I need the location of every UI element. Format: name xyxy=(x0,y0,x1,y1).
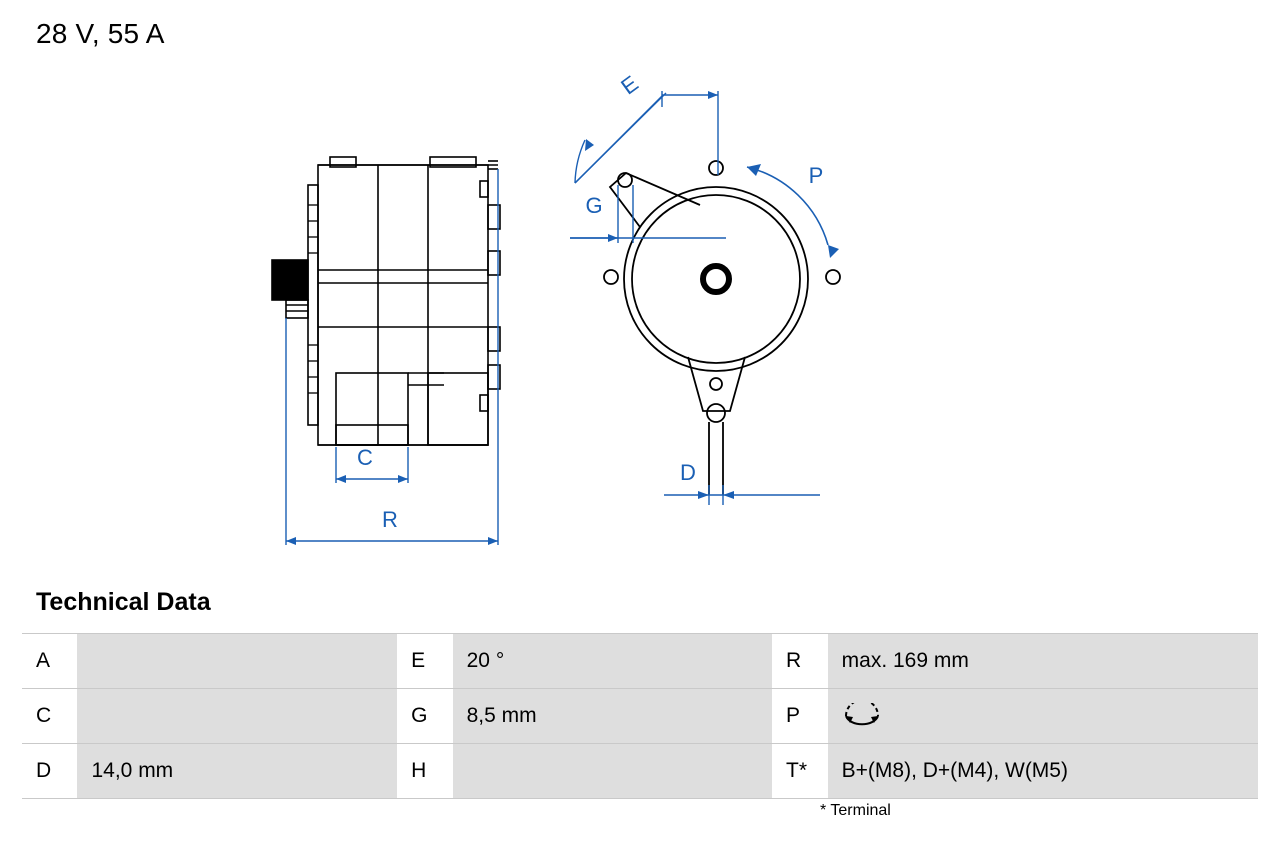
row-key-c: C xyxy=(22,689,77,744)
row-key-e: E xyxy=(397,634,453,689)
dim-label-e: E xyxy=(616,70,643,100)
row-value-p xyxy=(828,689,1258,744)
row-value-h xyxy=(453,744,772,799)
dim-label-r: R xyxy=(382,507,398,532)
dim-label-g: G xyxy=(585,193,603,218)
technical-data-heading: Technical Data xyxy=(36,588,211,616)
row-key-r: R xyxy=(772,634,828,689)
table-row xyxy=(22,689,1258,744)
row-value-c xyxy=(77,689,397,744)
row-key-g: G xyxy=(397,689,453,744)
row-value-t: B+(M8), D+(M4), W(M5) xyxy=(828,744,1258,799)
row-value-e: 20 ° xyxy=(453,634,772,689)
row-key-p: P xyxy=(772,689,828,744)
page-title: 28 V, 55 A xyxy=(36,18,165,49)
dim-label-d: D xyxy=(680,460,696,485)
rotation-direction-icon xyxy=(842,703,882,729)
row-key-h: H xyxy=(397,744,453,799)
row-value-g: 8,5 mm xyxy=(453,689,772,744)
table-row xyxy=(22,744,1258,799)
row-value-d: 14,0 mm xyxy=(77,744,397,799)
table-row xyxy=(22,634,1258,689)
dim-label-c: C xyxy=(357,445,373,470)
alternator-technical-drawing xyxy=(0,55,1280,575)
row-key-a: A xyxy=(22,634,77,689)
row-key-d: D xyxy=(22,744,77,799)
row-value-a xyxy=(77,634,397,689)
dim-label-p: P xyxy=(808,163,824,188)
row-key-t: T* xyxy=(772,744,828,799)
row-value-r: max. 169 mm xyxy=(828,634,1258,689)
terminal-footnote: * Terminal xyxy=(820,802,891,819)
technical-data-table xyxy=(22,633,1258,799)
